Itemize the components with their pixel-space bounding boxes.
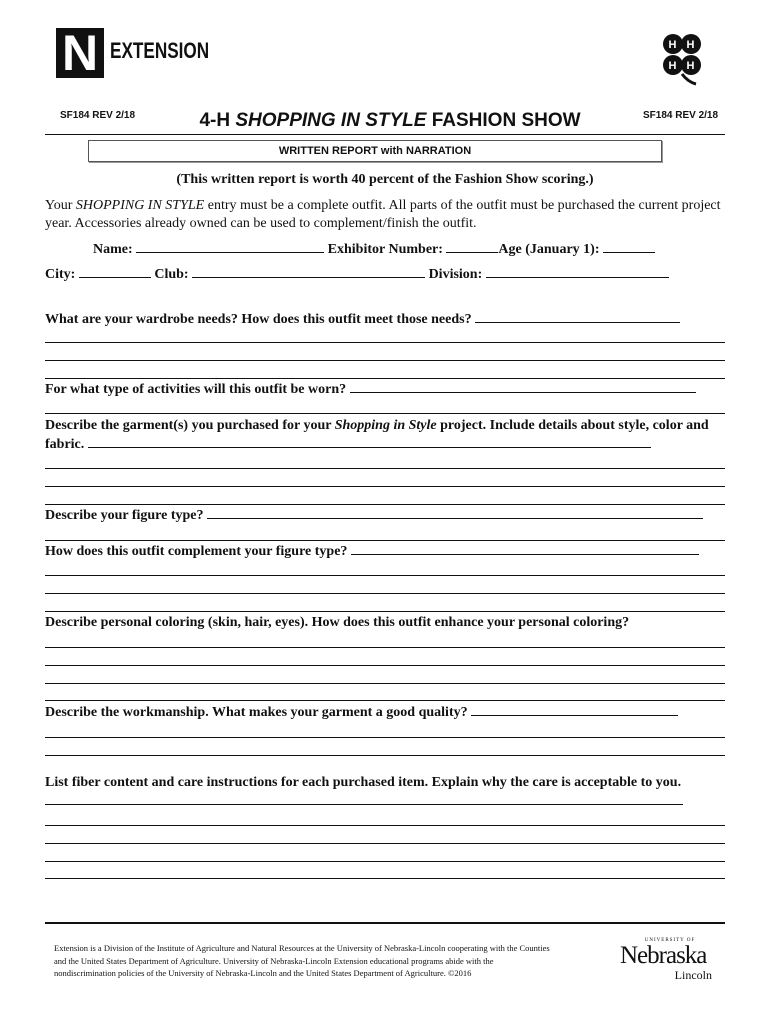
svg-text:H: H	[668, 60, 677, 72]
question-activities: For what type of activities will this outfit be worn?	[45, 380, 725, 399]
answer-line[interactable]	[45, 593, 725, 594]
answer-line[interactable]	[45, 665, 725, 666]
question-fiber-content: List fiber content and care instructions for each purchased item. Explain why the care is acceptable to you.	[45, 773, 715, 811]
answer-figure-type-input[interactable]	[207, 506, 703, 519]
answer-line[interactable]	[45, 737, 725, 738]
question-wardrobe-needs: What are your wardrobe needs? How does this outfit meet those needs?	[45, 310, 725, 329]
scoring-note: (This written report is worth 40 percent of the Fashion Show scoring.)	[176, 172, 594, 187]
answer-workmanship-input[interactable]	[471, 703, 678, 716]
answer-line[interactable]	[45, 575, 725, 576]
lincoln-wordmark: Lincoln	[674, 968, 712, 982]
exhibitor-number-input[interactable]	[446, 240, 498, 253]
city-input[interactable]	[79, 265, 151, 278]
answer-line[interactable]	[45, 878, 725, 879]
university-of-text: UNIVERSITY OF	[644, 938, 696, 943]
extension-logo-text: EXTENSION	[110, 38, 210, 63]
question-workmanship: Describe the workmanship. What makes your garment a good quality?	[45, 703, 725, 722]
extension-n-logo: N	[56, 28, 104, 78]
subtitle-box: WRITTEN REPORT with NARRATION	[88, 140, 662, 162]
answer-activities-input[interactable]	[350, 380, 696, 393]
age-label: Age (January 1):	[498, 242, 600, 257]
intro-paragraph: Your SHOPPING IN STYLE entry must be a complete outfit. All parts of the outfit must be purchased the current project year. Accessories already owned can be used to complement/finish the outfit.	[45, 198, 721, 231]
answer-line[interactable]	[45, 683, 725, 684]
name-row	[93, 240, 655, 258]
footer-disclaimer: Extension is a Division of the Institute of Agriculture and Natural Resources at the University of Nebraska-Lincoln cooperating with the Counties and the United States Department of Agriculture. University of Nebraska-Lincoln Extension educational programs abide with the nondiscrimination policies of the University of Nebraska-Lincoln and the United States Department of Agriculture. ©2016	[54, 943, 550, 978]
answer-line[interactable]	[45, 843, 725, 844]
svg-text:H: H	[686, 60, 695, 72]
footer-divider	[45, 922, 725, 924]
name-input[interactable]	[136, 240, 324, 253]
answer-line[interactable]	[45, 700, 725, 701]
question-garments-purchased: Describe the garment(s) you purchased for your Shopping in Style project. Include details about style, color and fabric.	[45, 418, 709, 452]
answer-line[interactable]	[45, 378, 725, 379]
answer-line[interactable]	[45, 413, 725, 414]
answer-garments-input[interactable]	[88, 435, 651, 448]
division-input[interactable]	[486, 265, 669, 278]
name-label: Name:	[93, 242, 133, 257]
age-input[interactable]	[603, 240, 655, 253]
answer-line[interactable]	[45, 755, 725, 756]
university-nebraska-logo	[620, 938, 720, 981]
title-underline	[45, 134, 725, 135]
svg-text:H: H	[668, 39, 677, 51]
answer-line[interactable]	[45, 825, 725, 826]
answer-line[interactable]	[45, 611, 725, 612]
exhibitor-label: Exhibitor Number:	[327, 242, 443, 257]
club-label: Club:	[154, 267, 189, 282]
answer-line[interactable]	[45, 540, 725, 541]
answer-line[interactable]	[45, 647, 725, 648]
page-title: 4-H SHOPPING IN STYLE FASHION SHOW	[199, 110, 581, 131]
answer-line[interactable]	[45, 342, 725, 343]
answer-fiber-input[interactable]	[45, 792, 683, 805]
answer-line[interactable]	[45, 861, 725, 862]
division-label: Division:	[428, 267, 483, 282]
answer-complement-input[interactable]	[351, 542, 699, 555]
svg-text:H: H	[686, 39, 695, 51]
question-complement-figure: How does this outfit complement your figure type?	[45, 542, 725, 561]
answer-line[interactable]	[45, 486, 725, 487]
club-input[interactable]	[192, 265, 425, 278]
answer-wardrobe-needs-input[interactable]	[475, 310, 680, 323]
form-revision-left: SF184 REV 2/18	[60, 110, 136, 121]
nebraska-wordmark: Nebraska	[620, 942, 707, 969]
four-h-clover-icon	[654, 30, 710, 86]
city-label: City:	[45, 267, 76, 282]
city-row	[45, 265, 669, 283]
form-revision-right: SF184 REV 2/18	[643, 110, 719, 121]
answer-line[interactable]	[45, 360, 725, 361]
answer-line[interactable]	[45, 468, 725, 469]
answer-line[interactable]	[45, 504, 725, 505]
question-personal-coloring: Describe personal coloring (skin, hair, eyes). How does this outfit enhance your personal coloring?	[45, 615, 630, 630]
question-figure-type: Describe your figure type?	[45, 506, 725, 525]
